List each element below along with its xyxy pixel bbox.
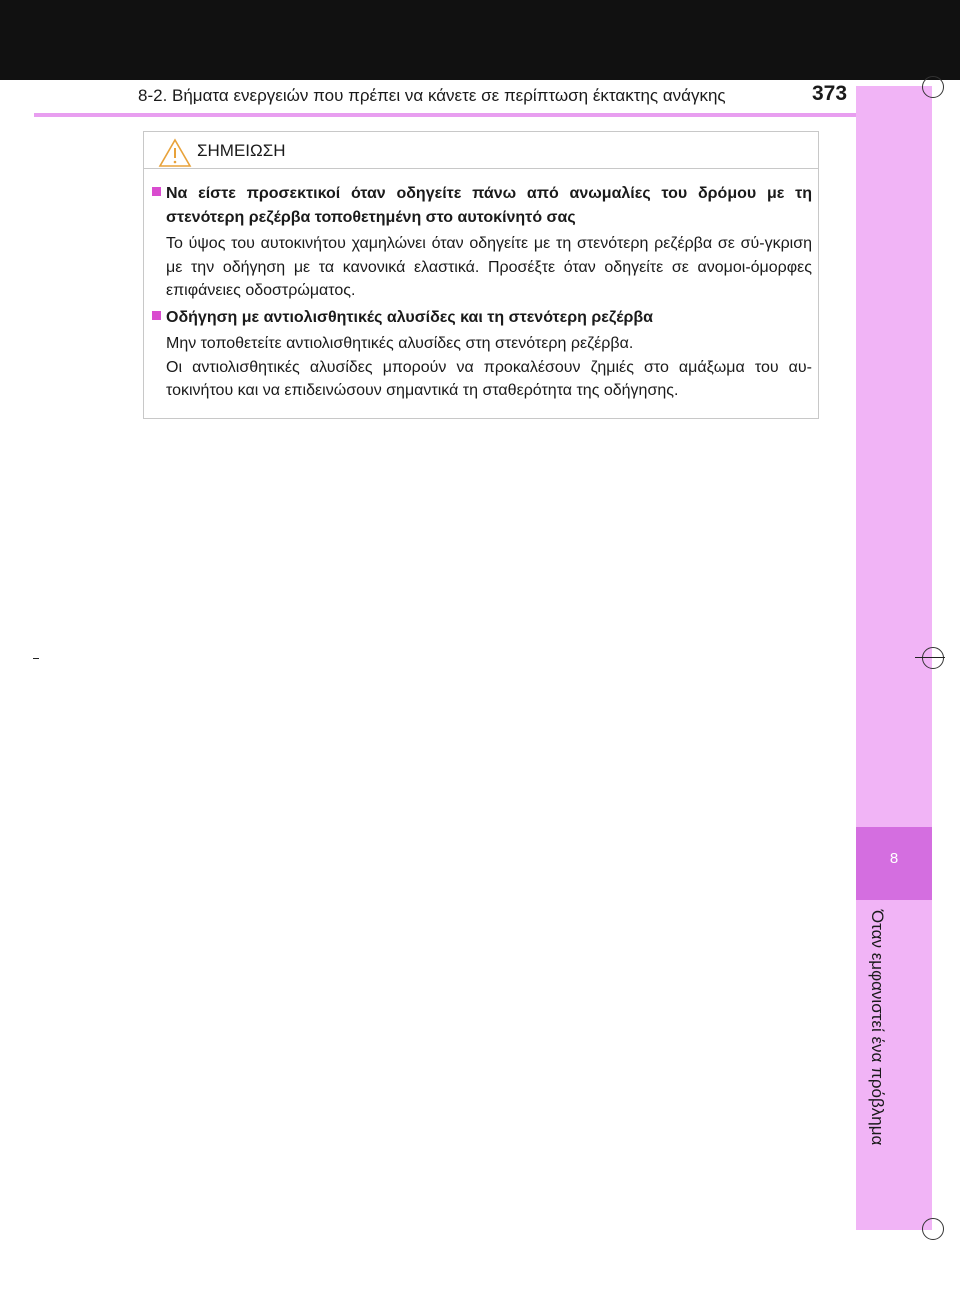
section-body (166, 232, 812, 303)
note-section-2 (152, 306, 812, 403)
registration-cross-middle (915, 657, 945, 658)
square-bullet-icon (152, 187, 161, 196)
section-heading: Οδήγηση με αντιολισθητικές αλυσίδες και τη στενότερη ρεζέρβα (166, 309, 653, 326)
chapter-label: Όταν εμφανιστεί ένα πρόβλημα (868, 910, 887, 1146)
page-number: 373 (812, 82, 848, 105)
square-bullet-icon (152, 311, 161, 320)
section-paragraph: Μην τοποθετείτε αντιολισθητικές αλυσίδες στη στενότερη ρεζέρβα. (166, 335, 634, 352)
section-paragraph: Το ύψος του αυτοκινήτου χαμηλώνει όταν οδηγείτε με τη στενότερη ρεζέρβα σε σύ-γκριση με την οδήγηση με τα κανονικά ελαστικά. Προσέξτε όταν οδηγείτε σε ανομοι-όμορφες επιφάνειες οδοστρώματος. (166, 235, 812, 299)
registration-mark-top (922, 76, 944, 98)
section-body (166, 332, 812, 403)
note-header (144, 132, 818, 169)
warning-triangle-icon (158, 138, 192, 168)
top-black-bar (0, 0, 960, 80)
header-divider (34, 113, 931, 117)
note-box (143, 131, 819, 419)
section-heading: Να είστε προσεκτικοί όταν οδηγείτε πάνω από ανωμαλίες του δρόμου με τη στενότερη ρεζέρβα τοποθετημένη στο αυτοκίνητό σας (166, 185, 812, 226)
note-title: ΣΗΜΕΙΩΣΗ (197, 141, 286, 160)
crop-mark-left (33, 658, 39, 659)
section-paragraph: Οι αντιολισθητικές αλυσίδες μπορούν να προκαλέσουν ζημιές στο αμάξωμα του αυ-τοκινήτου και να επιδεινώσουν σημαντικά τη σταθερότητα της οδήγησης. (166, 358, 812, 399)
registration-mark-middle (922, 647, 944, 669)
chapter-number: 8 (889, 850, 899, 867)
section-header: 8-2. Βήματα ενεργειών που πρέπει να κάνετε σε περίπτωση έκτακτης ανάγκης (138, 86, 726, 105)
note-section-1 (152, 182, 812, 303)
registration-mark-bottom (922, 1218, 944, 1240)
